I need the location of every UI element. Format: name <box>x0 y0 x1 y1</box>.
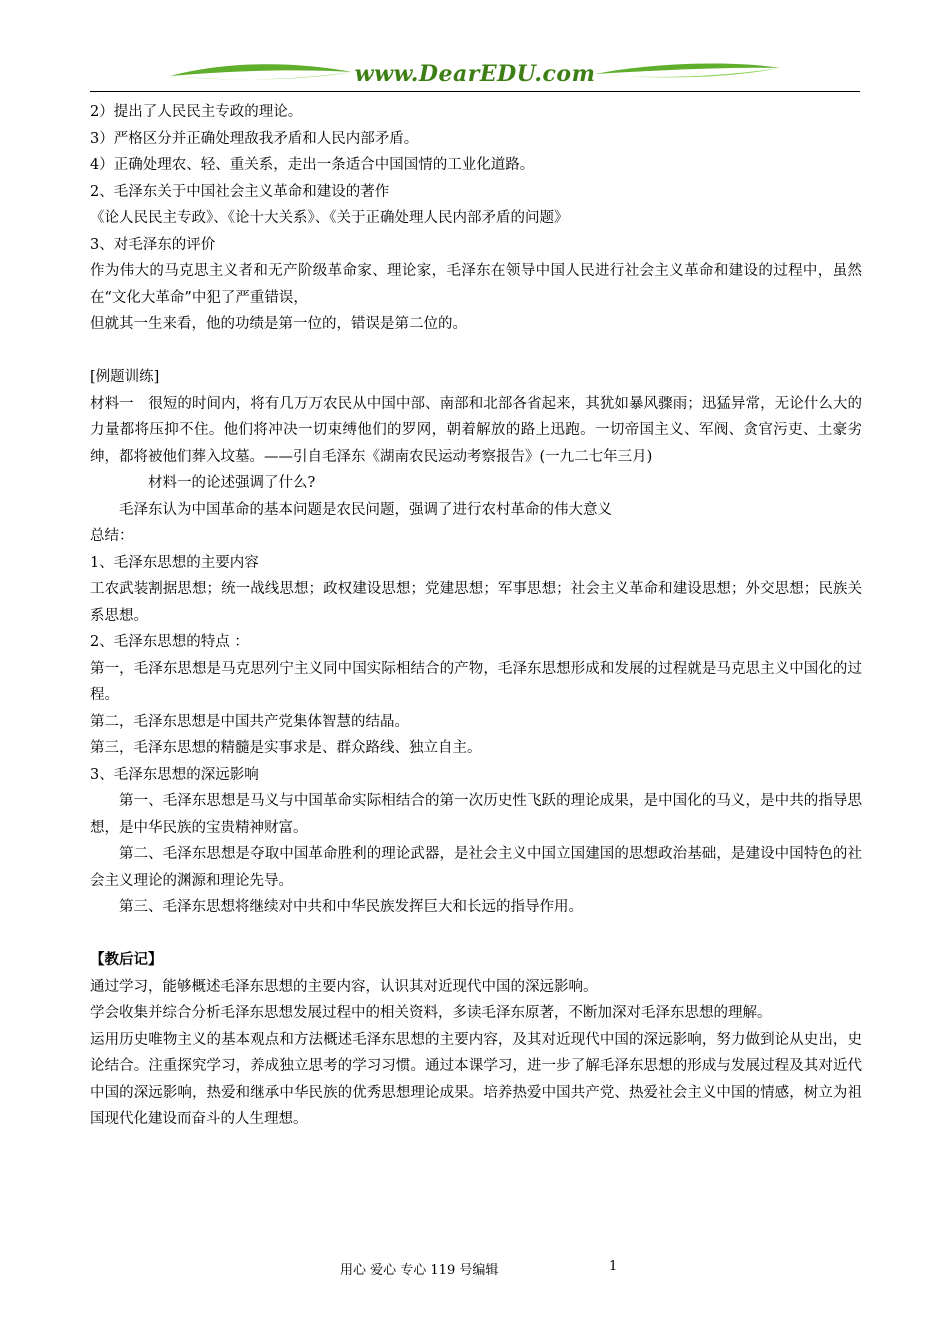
text-line: 第三，毛泽东思想的精髓是实事求是、群众路线、独立自主。 <box>90 740 482 756</box>
text-line: 3）严格区分并正确处理敌我矛盾和人民内部矛盾。 <box>90 130 419 147</box>
text-paragraph: 工农武装割据思想；统一战线思想；政权建设思想；党建思想；军事思想；社会主义革命和建设思想；外交思想；民族关系思想。 <box>90 581 862 624</box>
question-line: 材料一的论述强调了什么? <box>148 475 316 491</box>
section-heading: 1、毛泽东思想的主要内容 <box>90 554 259 571</box>
page-header <box>90 58 860 92</box>
example-title: [例题训练] <box>90 369 160 385</box>
text-paragraph: 第一，毛泽东思想是马克思列宁主义同中国实际相结合的产物，毛泽东思想形成和发展的过程就是马克思主义中国化的过程。 <box>90 660 862 703</box>
text-line: 2）提出了人民民主专政的理论。 <box>90 104 303 120</box>
text-paragraph: 第一、毛泽东思想是马义与中国革命实际相结合的第一次历史性飞跃的理论成果，是中国化的马义，是中共的指导思想，是中华民族的宝贵精神财富。 <box>90 793 862 836</box>
section-heading: 3、毛泽东思想的深远影响 <box>90 766 259 783</box>
summary-title: 总结： <box>90 528 134 544</box>
text-paragraph: 运用历史唯物主义的基本观点和方法概述毛泽东思想的主要内容，及其对近现代中国的深远影响，努力做到论从史出，史论结合。注重探究学习，养成独立思考的学习习惯。通过本课学习，进一步了解毛泽东思想的形成与发展过程及其对近代中国的深远影响，热爱和继承中华民族的优秀思想理论成果。培养热爱中国共产党、热爱社会主义中国的情感，树立为祖国现代化建设而奋斗的人生理想。 <box>90 1031 862 1127</box>
text-line: 第二，毛泽东思想是中国共产党集体智慧的结晶。 <box>90 713 409 730</box>
text-paragraph: 学会收集并综合分析毛泽东思想发展过程中的相关资料，多读毛泽东原著，不断加深对毛泽东思想的理解。 <box>90 1005 772 1021</box>
site-logo-text: www.DearEDU.com <box>354 61 596 87</box>
text-line: 通过学习，能够概述毛泽东思想的主要内容，认识其对近现代中国的深远影响。 <box>90 978 598 995</box>
text-line: 4）正确处理农、轻、重关系，走出一条适合中国国情的工业化道路。 <box>90 157 535 173</box>
header-rule <box>90 91 860 92</box>
evaluation-conclusion: 但就其一生来看，他的功绩是第一位的，错误是第二位的。 <box>90 316 467 332</box>
material-paragraph: 材料一 很短的时间内，将有几万万农民从中国中部、南部和北部各省起来，其犹如暴风骤雨；迅猛异常，无论什么大的力量都将压抑不住。他们将冲决一切束缚他们的罗网，朝着解放的路上迅跑。一切帝国主义、军阀、贪官污吏、土豪劣绅，都将被他们葬入坟墓。——引自毛泽东《湖南农民运动考察报告》(一九二七年三月) <box>90 395 862 465</box>
text-paragraph: 第二、毛泽东思想是夺取中国革命胜利的理论武器，是社会主义中国立国建国的思想政治基础，是建设中国特色的社会主义理论的渊源和理论先导。 <box>90 846 862 889</box>
page-footer <box>0 1259 950 1281</box>
document-body <box>90 99 862 1133</box>
section-heading: 2、毛泽东关于中国社会主义革命和建设的著作 <box>90 183 390 200</box>
text-line: 第三、毛泽东思想将继续对中共和中华民族发挥巨大和长远的指导作用。 <box>119 899 583 915</box>
after-class-title: 【教后记】 <box>90 951 163 968</box>
evaluation-paragraph: 作为伟大的马克思主义者和无产阶级革命家、理论家，毛泽东在领导中国人民进行社会主义革命和建设的过程中，虽然在“文化大革命”中犯了严重错误， <box>90 263 862 306</box>
section-heading: 2、毛泽东思想的特点 ： <box>90 634 249 650</box>
section-heading: 3、对毛泽东的评价 <box>90 236 216 253</box>
text-line: 《论人民民主专政》、《论十大关系》、《关于正确处理人民内部矛盾的问题》 <box>90 210 569 226</box>
answer-line: 毛泽东认为中国革命的基本问题是农民问题，强调了进行农村革命的伟大意义 <box>119 501 612 518</box>
footer-text: 用心 爱心 专心 119 号编辑 <box>340 1263 499 1278</box>
page-number: 1 <box>609 1259 618 1274</box>
